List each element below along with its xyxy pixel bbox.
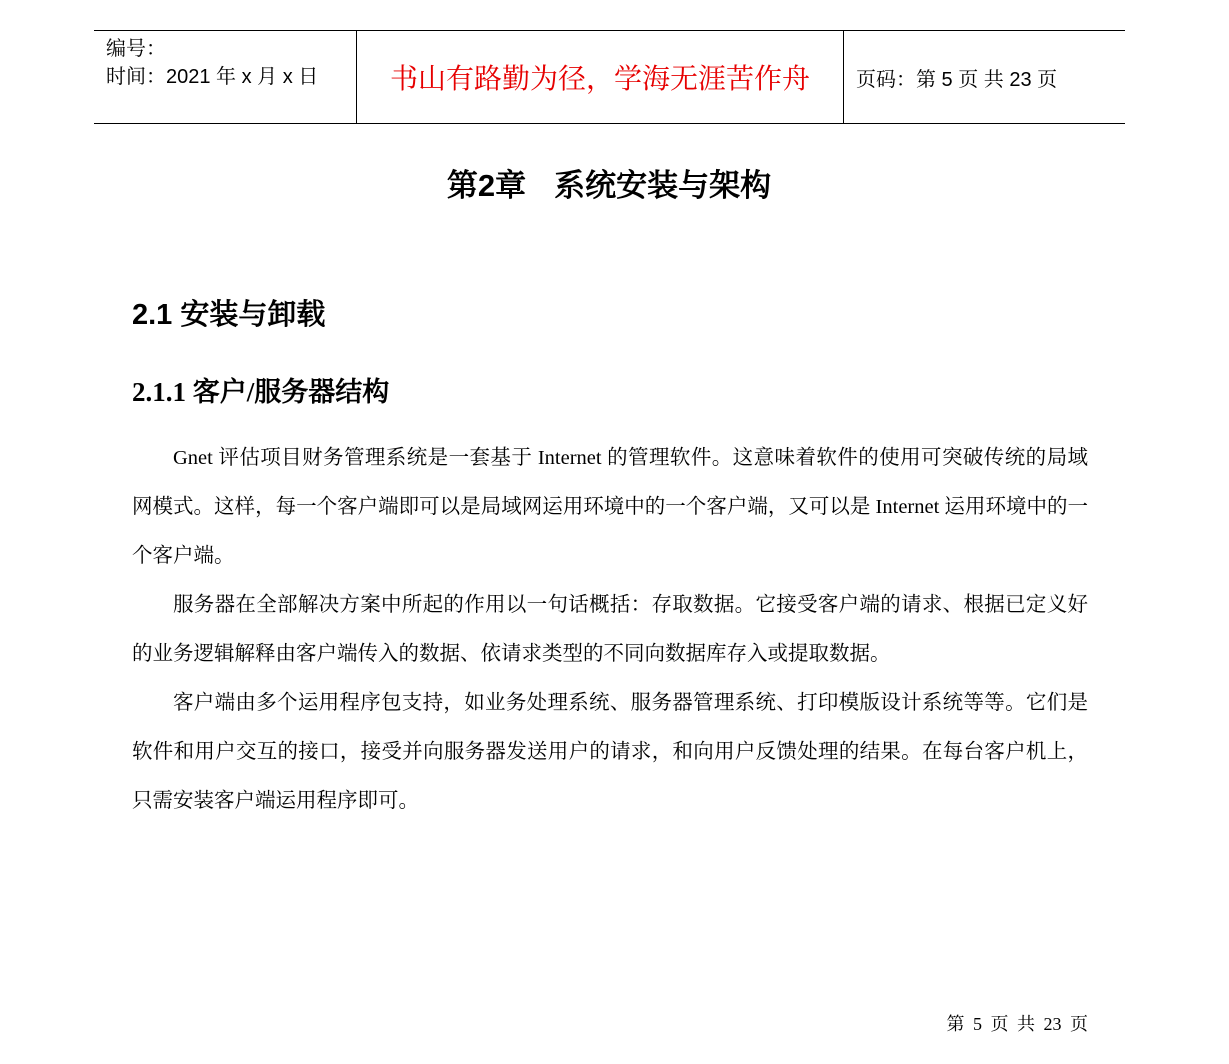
section-heading: 2.1 安装与卸载 [132,299,326,331]
header-time-label: 时间：2021 年 x 月 x 日 [106,66,319,88]
chapter-name: 系统安装与架构 [554,168,772,203]
header-motto: 书山有路勤为径，学海无涯苦作舟 [389,62,810,95]
header-page-info: 页码：第 5 页 共 23 页 [856,68,1058,91]
chapter-title [0,160,1218,205]
paragraph: 客户端由多个运用程序包支持，如业务处理系统、服务器管理系统、打印模版设计系统等等。它们是软件和用户交互的接口，接受并向服务器发送用户的请求，和向用户反馈处理的结果。在每台客户机上，只需安装客户端运用程序即可。 [132,692,1088,812]
page-footer: 第 5 页 共 23 页 [946,1014,1088,1034]
paragraph: 服务器在全部解决方案中所起的作用以一句话概括：存取数据。它接受客户端的请求、根据已定义好的业务逻辑解释由客户端传入的数据、依请求类型的不同向数据库存入或提取数据。 [132,594,1088,665]
header-meta-cell [94,31,357,123]
body-text [132,434,1088,826]
header-page-cell [844,31,1125,123]
document-header [94,30,1125,124]
header-number-label: 编号： [106,38,166,60]
paragraph: Gnet 评估项目财务管理系统是一套基于 Internet 的管理软件。这意味着软件的使用可突破传统的局域网模式。这样，每一个客户端即可以是局域网运用环境中的一个客户端，又可以是 Internet 运用环境中的一个客户端。 [132,447,1088,567]
chapter-number: 第2章 [446,168,527,203]
subsection-heading: 2.1.1 客户/服务器结构 [132,377,390,407]
header-motto-cell [357,31,844,123]
